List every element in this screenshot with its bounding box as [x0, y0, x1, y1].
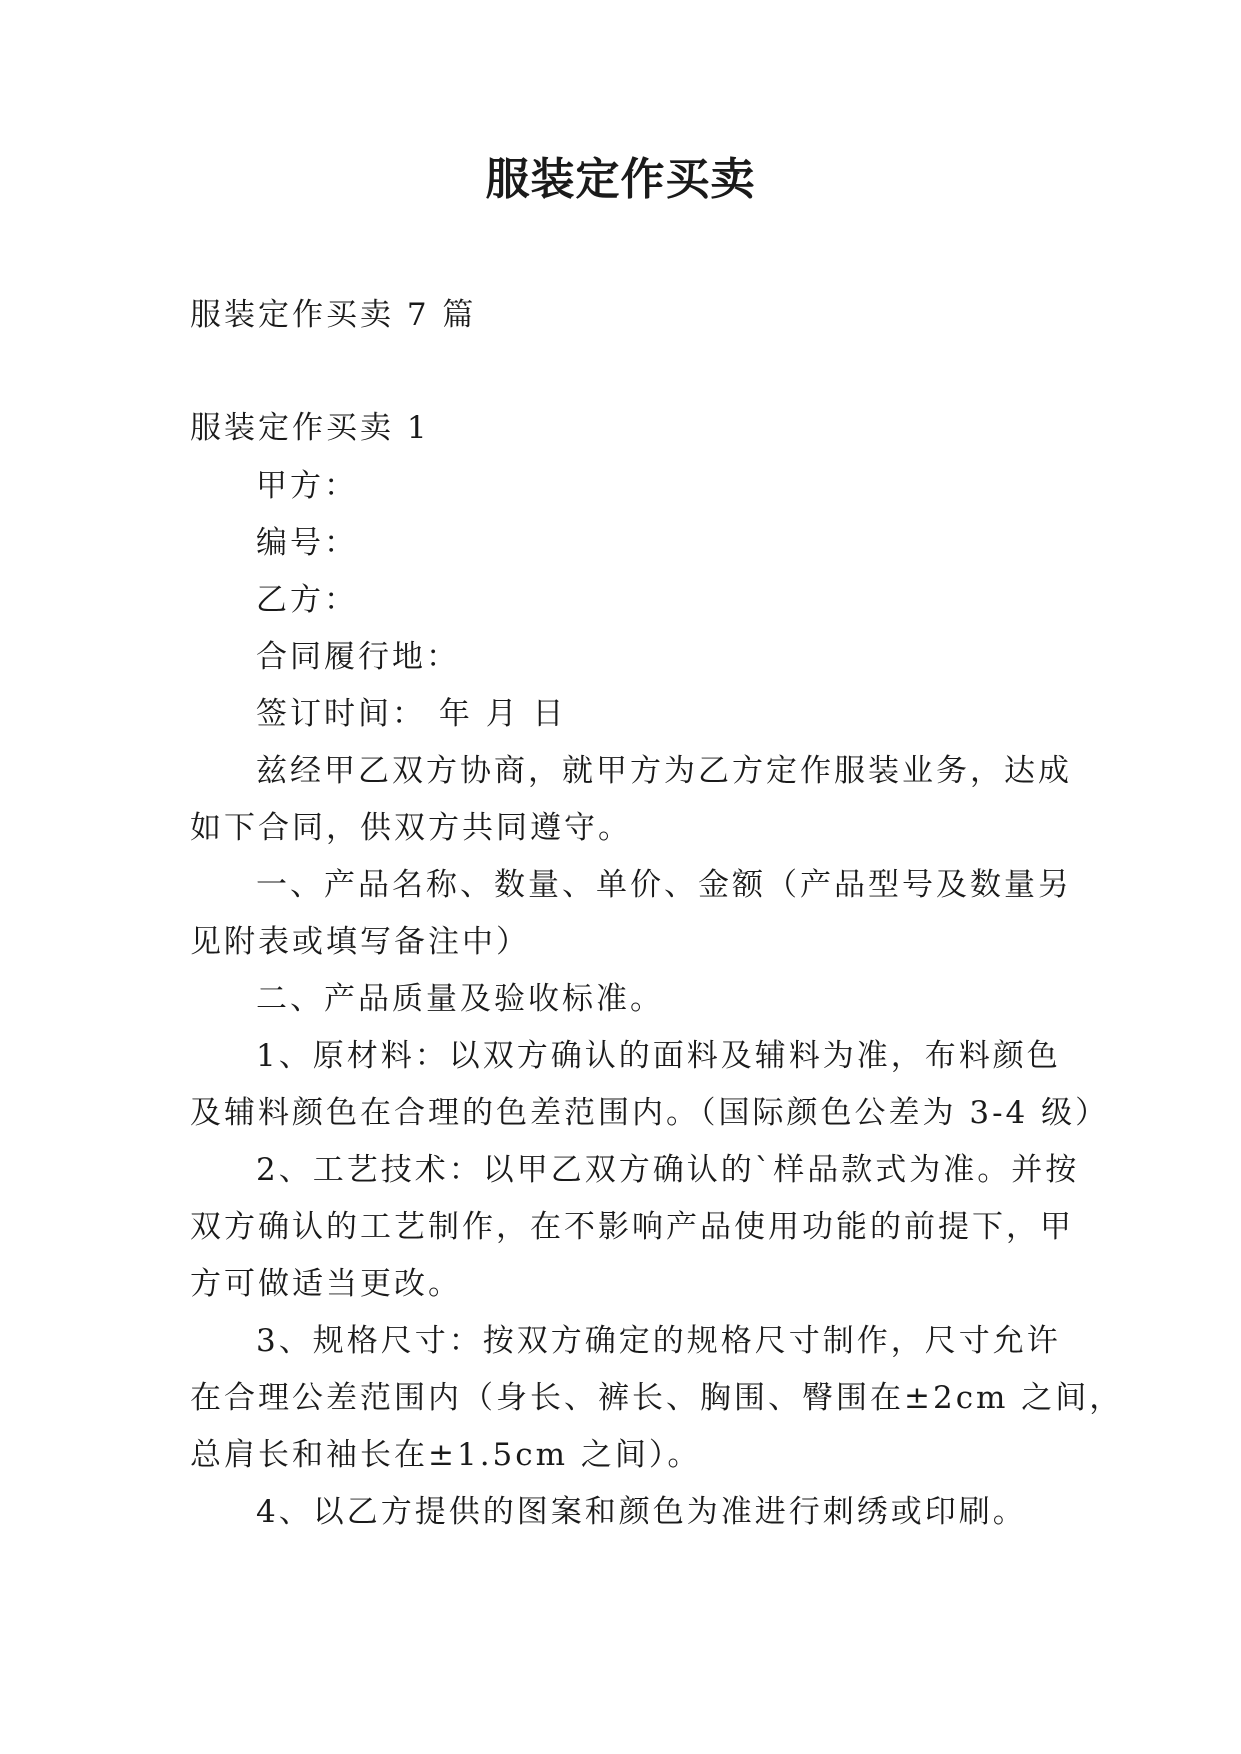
- subtitle: 服装定作买卖 7 篇: [190, 297, 477, 333]
- paragraph-line: 见附表或填写备注中）: [190, 924, 530, 960]
- section-heading: 服装定作买卖 1: [190, 410, 430, 446]
- paragraph-line: 如下合同，供双方共同遵守。: [190, 810, 632, 846]
- paragraph-line: 双方确认的工艺制作，在不影响产品使用功能的前提下，甲: [190, 1209, 1074, 1245]
- party-a-label: 甲方：: [256, 468, 358, 504]
- paragraph-line: 4、以乙方提供的图案和颜色为准进行刺绣或印刷。: [256, 1494, 1027, 1530]
- signing-date-label: 签订时间： 年 月 日: [256, 696, 567, 732]
- paragraph-line: 1、原材料：以双方确认的面料及辅料为准，布料颜色: [256, 1038, 1061, 1074]
- paragraph-line: 2、工艺技术：以甲乙双方确认的`样品款式为准。并按: [256, 1152, 1080, 1188]
- paragraph-line: 及辅料颜色在合理的色差范围内。（国际颜色公差为 3-4 级）: [190, 1095, 1110, 1131]
- paragraph-line: 3、规格尺寸：按双方确定的规格尺寸制作，尺寸允许: [256, 1323, 1061, 1359]
- paragraph-line: 一、产品名称、数量、单价、金额（产品型号及数量另: [256, 867, 1072, 903]
- paragraph-line: 方可做适当更改。: [190, 1266, 462, 1302]
- paragraph-line: 总肩长和袖长在±1.5cm 之间）。: [190, 1437, 702, 1473]
- document-title: 服装定作买卖: [485, 154, 756, 205]
- party-b-label: 乙方：: [256, 582, 358, 618]
- contract-number-label: 编号：: [256, 525, 358, 561]
- paragraph-line: 兹经甲乙双方协商，就甲方为乙方定作服装业务，达成: [256, 753, 1072, 789]
- paragraph-line: 在合理公差范围内（身长、裤长、胸围、臀围在±2cm 之间，: [190, 1380, 1124, 1416]
- paragraph-line: 二、产品质量及验收标准。: [256, 981, 664, 1017]
- performance-place-label: 合同履行地：: [256, 639, 460, 675]
